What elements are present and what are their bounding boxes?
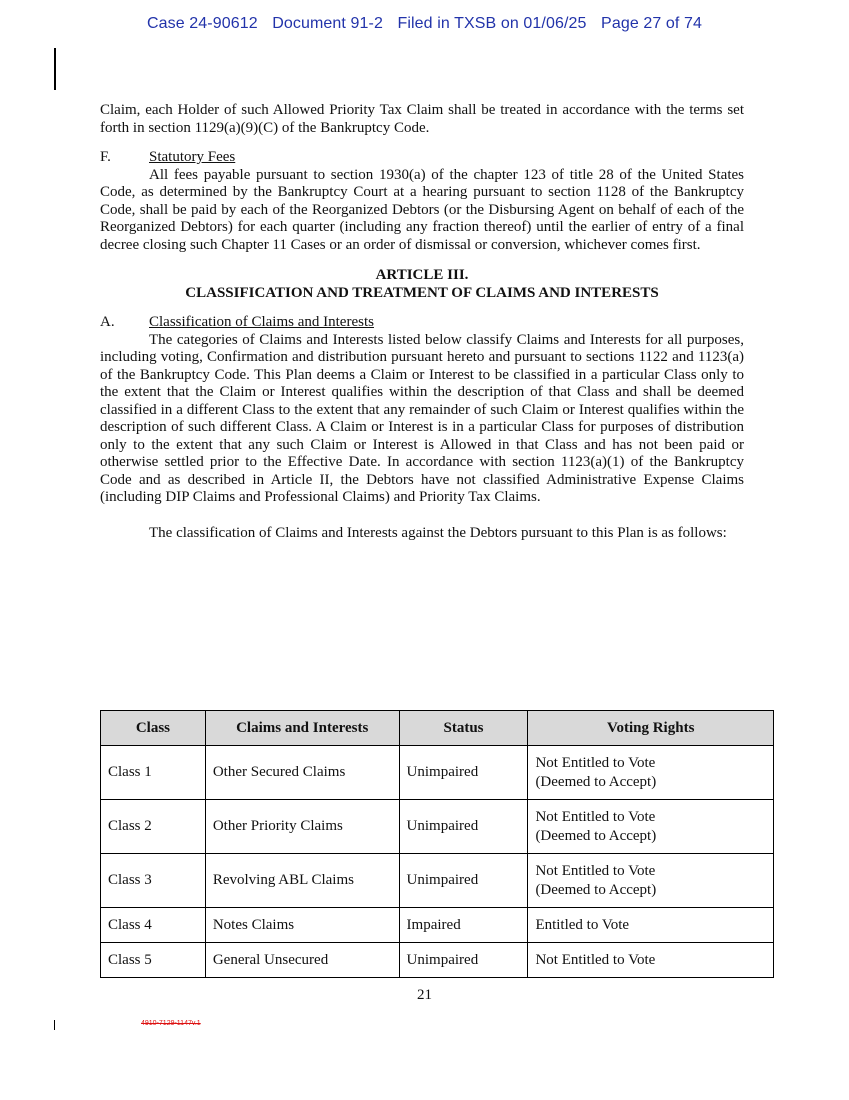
voting-line-1: Not Entitled to Vote	[535, 808, 656, 825]
table-row	[101, 854, 774, 908]
voting-line-2: (Deemed to Accept)	[535, 827, 657, 844]
voting-line-2: (Deemed to Accept)	[535, 881, 657, 898]
cell-voting	[528, 854, 774, 908]
voting-line-2: (Deemed to Accept)	[535, 773, 657, 790]
table-header-row	[101, 711, 774, 746]
intro-paragraph: Claim, each Holder of such Allowed Priority Tax Claim shall be treated in accordance with the terms set forth in section 1129(a)(9)(C) of the Bankruptcy Code.	[100, 102, 744, 136]
header-claims: Claims and Interests	[205, 711, 399, 746]
page-indicator: Page 27 of 74	[601, 15, 702, 32]
cell-claims: Other Priority Claims	[205, 800, 399, 854]
section-f-title: Statutory Fees	[149, 149, 236, 165]
filing-info: Filed in TXSB on 01/06/25	[397, 15, 587, 32]
section-a-letter: A.	[100, 314, 115, 330]
cell-status: Unimpaired	[399, 943, 528, 978]
document-number: Document 91-2	[272, 15, 383, 32]
change-bar-bottom	[54, 1020, 55, 1030]
voting-line-1: Not Entitled to Vote	[535, 862, 656, 879]
cell-class: Class 5	[101, 943, 206, 978]
cell-claims: General Unsecured	[205, 943, 399, 978]
section-f-letter: F.	[100, 149, 111, 165]
article-title: CLASSIFICATION AND TREATMENT OF CLAIMS AND INTERESTS	[185, 285, 659, 301]
cell-voting: Entitled to Vote	[528, 908, 774, 943]
cell-status: Unimpaired	[399, 746, 528, 800]
article-number: ARTICLE III.	[375, 267, 469, 283]
change-bar-top	[54, 48, 56, 90]
section-f-heading	[100, 149, 744, 167]
cell-class: Class 4	[101, 908, 206, 943]
case-number: Case 24-90612	[146, 15, 258, 32]
cell-status: Unimpaired	[399, 800, 528, 854]
section-a-title: Classification of Claims and Interests	[149, 314, 374, 330]
cell-voting	[528, 800, 774, 854]
section-f-paragraph: All fees payable pursuant to section 1930(a) of the chapter 123 of title 28 of the United States Code, as determined by the Bankruptcy Court at a hearing pursuant to section 1128 of the Bankruptcy Code, shall be paid by each of the Reorganized Debtors (or the Disbursing Agent on behalf of each of the Reorganized Debtors) for each quarter (including any fraction thereof) until the earlier of entry of a final decree closing such Chapter 11 Cases or an order of dismissal or conversion, whichever comes first.	[100, 166, 744, 253]
cell-status: Impaired	[399, 908, 528, 943]
table-row	[101, 746, 774, 800]
cell-voting	[528, 746, 774, 800]
section-a-heading	[100, 314, 744, 332]
page-number: 21	[417, 987, 432, 1003]
cell-class: Class 2	[101, 800, 206, 854]
table-row	[101, 908, 774, 943]
classification-table	[100, 710, 774, 978]
header-class: Class	[101, 711, 206, 746]
cell-class: Class 3	[101, 854, 206, 908]
filing-header	[0, 15, 849, 33]
cell-class: Class 1	[101, 746, 206, 800]
cell-claims: Notes Claims	[205, 908, 399, 943]
header-voting: Voting Rights	[528, 711, 774, 746]
article-heading	[100, 266, 744, 302]
document-body	[100, 102, 744, 542]
cell-voting: Not Entitled to Vote	[528, 943, 774, 978]
cell-claims: Other Secured Claims	[205, 746, 399, 800]
cell-status: Unimpaired	[399, 854, 528, 908]
document-id: 4910-7129-1147v.1	[141, 1020, 201, 1027]
table-row	[101, 800, 774, 854]
header-status: Status	[399, 711, 528, 746]
table-row	[101, 943, 774, 978]
cell-claims: Revolving ABL Claims	[205, 854, 399, 908]
section-a-paragraph-2: The classification of Claims and Interests against the Debtors pursuant to this Plan is as follows:	[149, 524, 727, 541]
section-a-paragraph-1: The categories of Claims and Interests listed below classify Claims and Interests for all purposes, including voting, Confirmation and distribution pursuant hereto and pursuant to sections 1122 and 1123(a) of the Bankruptcy Code. This Plan deems a Claim or Interest to be classified in a particular Class only to the extent that the Claim or Interest qualifies within the description of that Class and shall be deemed classified in a different Class to the extent that any remainder of such Claim or Interest qualifies within the description of such different Class. A Claim or Interest is in a particular Class for purposes of distribution only to the extent that any such Claim or Interest is Allowed in that Class and has not been paid or otherwise settled prior to the Effective Date. In accordance with section 1123(a)(1) of the Bankruptcy Code and as described in Article II, the Debtors have not classified Administrative Expense Claims (including DIP Claims and Professional Claims) and Priority Tax Claims.	[100, 331, 744, 505]
voting-line-1: Not Entitled to Vote	[535, 754, 656, 771]
